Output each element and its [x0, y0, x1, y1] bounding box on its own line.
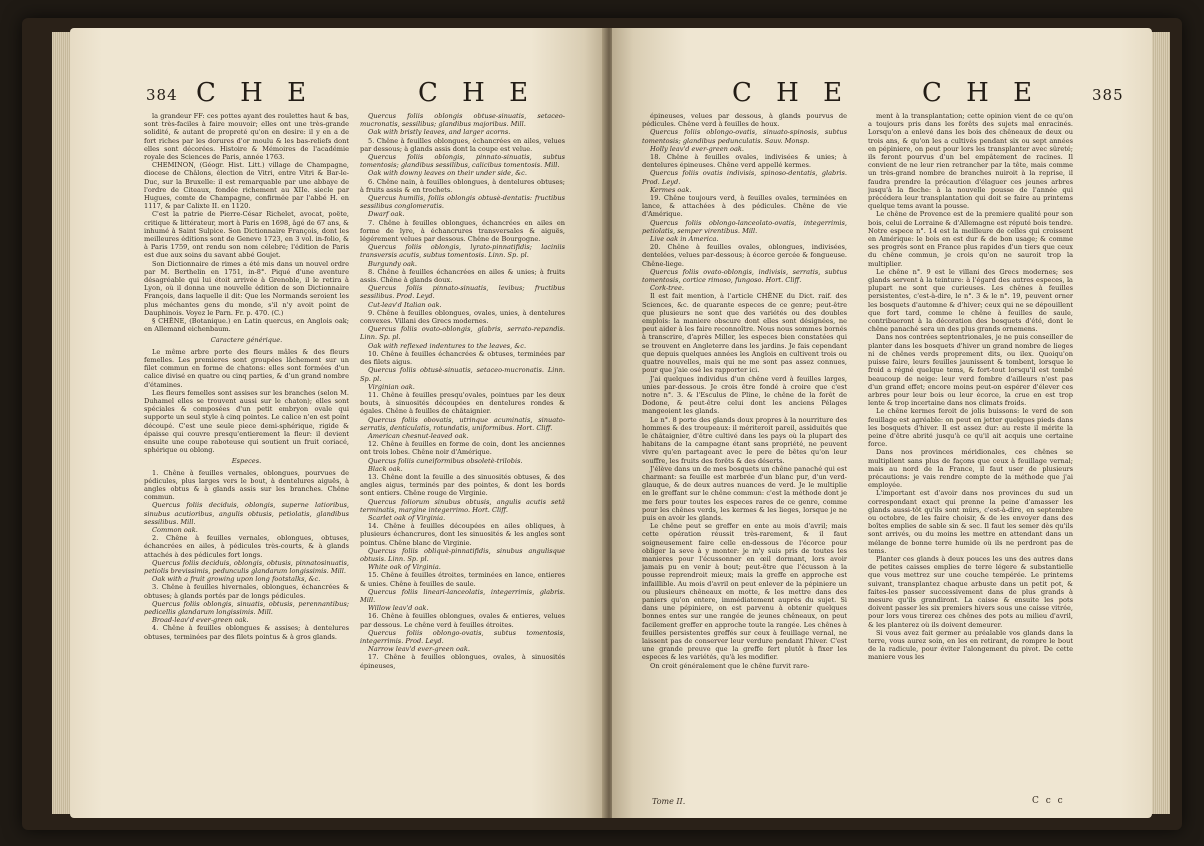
paragraph: Quercus foliis oblongis, sinuatis, obtusis, perennantibus; pedicellis glandarum longissimis. Mill. — [144, 599, 349, 616]
paragraph: Quercus foliis deciduis, oblongis, obtusis, pinnatosinuatis, petiolis brevissimis, pedunculis glandarum longissimis. Mill. — [144, 558, 349, 575]
paragraph: Il est fait mention, à l'article CHÊNE du Dict. raif. des Sciences, &c. de quarante especes de ce genre; peut-être que plusieurs ne sont que des variétés ou des doubles emplois: la maniere obscure dont elles sont désignées, ne peut aider à les faire reconnoître. Nous nous sommes bornés à transcrire, d'après Miller, les especes bien constatées qui se trouvent en Angleterre dans les jardins. Je fais cependant que depuis quelques années les Anglois en cultivent trois ou quatre nouvelles, mais qui ne me sont pas assez connues, pour que j'aie osé les rapporter ici. — [642, 292, 847, 375]
page-edges-left — [52, 32, 70, 814]
paragraph: 11. Chêne à feuilles presqu'ovales, pointues par les deux bouts, à sinuosités découpées en dentelures rondes & égales. Chêne à feuilles de châtaignier. — [360, 390, 565, 416]
paragraph: 20. Chêne à feuilles ovales, oblongues, indivisées, dentelées, velues par-dessous; à écorce gercée & fongueuse. Chêne-liege. — [642, 243, 847, 268]
paragraph: 17. Chêne à feuilles oblongues, ovales, à sinuosités épineuses, — [360, 653, 565, 670]
volume-footer: Tome II. — [652, 797, 686, 806]
left-page-header — [70, 72, 606, 108]
paragraph: Caractere générique. — [210, 336, 283, 345]
right-column-2 — [868, 112, 1073, 802]
paragraph: la grandeur FF: ces pottes ayant des roulettes haut & bas, sont très-faciles à faire mouvoir; elles ont une très-grande solidité, & autant de propreté qu'on en desire: il y en a de fort riches par les dorures d'or moulu & les bas-reliefs dont elles sont décorées. Histoire & Mémoires de l'académie royale des Sciences de Paris, année 1763. — [144, 112, 349, 162]
paragraph: 3. Chêne à feuilles hivernales, oblongues, échancrées & obtuses; à glands portés par de longs pédicules. — [144, 583, 349, 600]
left-column-2 — [360, 112, 565, 802]
paragraph: 16. Chêne à feuilles oblongues, ovales & entieres, velues par dessous. Le chêne verd à feuilles étroites. — [360, 612, 565, 629]
paragraph: Dans nos contrées septentrionales, je ne puis conseiller de planter dans les bosquets d'hiver un grand nombre de lieges ni de chênes verds proprement dits, ou ilex. Quoiqu'on puisse faire, leurs feuilles jaunissent & tombent, lorsque le froid a régné quelque tems, & fort-tout lorsqu'il est tombé beaucoup de neige: leur verd fombre d'ailleurs n'est pas d'un grand effet; encore moins peut-on espérer d'élever ces arbres pour leur bois ou leur écorce, la crue en est trop lente & trop incertaine dans nos climats froids. — [868, 333, 1073, 408]
paragraph: Quercus foliis obliquè-pinnatifidis, sinubus angulisque obtusis. Linn. Sp. pl. — [360, 546, 565, 563]
paragraph: Planter ces glands à deux pouces les uns des autres dans de petites caisses emplies de terre légere & substantielle que vous mettrez sur une couche tempérée. Le printems suivant, transplantez chaque arbuste dans un petit pot, & faites-les passer successivement dans de plus grands à mesure qu'ils grandiront. La caisse & ensuite les pots doivent passer les six premiers hivers sous une caisse vitrée, pour lors vous tirerez ces chênes des pots au milieu d'avril, & les planterez où ils doivent demeurer. — [868, 554, 1073, 629]
paragraph: 6. Chêne nain, à feuilles oblongues, à dentelures obtuses; à fruits assis & en trochets. — [360, 177, 565, 194]
paragraph: Common oak. — [152, 525, 198, 534]
paragraph: Quercus foliorum sinubus obtusis, angulis acutis setâ terminatis, margine integerrimo. Hort. Cliff. — [360, 497, 565, 514]
paragraph: Broad-leav'd ever-green oak. — [152, 616, 249, 625]
paragraph: Quercus foliis ovatis indivisis, spinoso-dentatis, glabris. Prod. Leyd. — [642, 169, 847, 186]
right-page-header — [612, 72, 1152, 108]
left-running-head-1: C H E — [196, 78, 315, 108]
right-page-number: 385 — [1092, 86, 1124, 104]
paragraph: Le chêne kermes feroit de jolis buissons: le verd de son feuillage est agréable: on peut en jetter quelques pieds dans les bosquets d'hiver. Il est assez dur: au reste il mérite la peine d'être abrité jusqu'à ce qu'il ait acquis une certaine force. — [868, 407, 1073, 449]
paragraph: ment à la transplantation; cette opinion vient de ce qu'on a toujours pris dans les forêts des sujets mal enracinés. Lorsqu'on a enlevé dans les bois des chêneaux de deux ou trois ans, & qu'on les a cultivés pendant six ou sept années en pépiniere, on peut pour lors les transplanter avec sûreté; ils feront pourvus d'un bel empâtement de racines. Il convient de ne leur rien retrancher par la tête, mais comme un très-grand nombre de branches nuiroit à la reprise, il faudra prendre la précaution d'élaguer ces jeunes arbres jusqu'à la fleche: à la nouvelle pousse de l'année qui précédera leur transplantation qui doit se faire au printems quelque tems avant la pousse. — [868, 112, 1073, 211]
paragraph: Quercus foliis oblongo-ovatis, sinuato-spinosis, subtus tomentosis; glandibus pedunculatis. Sauv. Monsp. — [642, 128, 847, 145]
paragraph: 15. Chêne à feuilles étroites, terminées en lance, entieres & unies. Chêne à feuilles de saule. — [360, 571, 565, 588]
paragraph: Holly leav'd ever-green oak. — [650, 144, 744, 153]
paragraph: Cork-tree. — [650, 284, 684, 293]
right-running-head-2: C H E — [922, 78, 1041, 108]
paragraph: Kermes oak. — [650, 185, 692, 194]
left-running-head-2: C H E — [418, 78, 537, 108]
right-running-head-1: C H E — [732, 78, 851, 108]
paragraph: Le chêne de Provence est de la premiere qualité pour son bois, celui de Lorraine & d'Allemagne est réputé bois tendre. Notre espece n°. 14 est la meilleure de celles qui croissent en Amérique: le bois en est dur & de bon usage; & comme ses progrès sont en France plus rapides d'un tiers que ceux du chêne commun, je crois qu'on ne sauroit trop la multiplier. — [868, 210, 1073, 268]
paragraph: 19. Chêne toujours verd, à feuilles ovales, terminées en lance, & attachées à des pédicules. Chêne de vie d'Amérique. — [642, 194, 847, 219]
paragraph: 14. Chêne à feuilles découpées en ailes obliques, à plusieurs échancrures, dont les sinuosités & les angles sont pointus. Chêne blanc de Virginie. — [360, 522, 565, 547]
paragraph: Oak with a fruit growing upon long footstalks, &c. — [152, 575, 321, 584]
paragraph: Dans nos provinces méridionales, ces chênes se multiplient sans plus de façons que ceux à feuillage vernal; mais au nord de la France, il faut user de plusieurs précautions: je vais rendre compte de la méthode que j'ai employée. — [868, 448, 1073, 490]
paragraph: J'ai quelques individus d'un chêne verd à feuilles larges, unies par-dessous. Je crois être fondé à croire que c'est notre n°. 3. & l'Esculus de Pline, le chêne de la forêt de Dodone, & peut-être celui dont les anciens Pélages mangeoient les glands. — [642, 374, 847, 416]
paragraph: 12. Chêne à feuilles en forme de coin, dont les anciennes ont trois lobes. Chêne noir d'Amérique. — [360, 440, 565, 457]
paragraph: Oak with reflexed indentures to the leaves, &c. — [368, 341, 527, 350]
paragraph: Quercus humilis, foliis oblongis obtusè-dentatis: fructibus sessilibus conglomeratis. — [360, 194, 565, 211]
right-column-1 — [642, 112, 847, 802]
paragraph: 4. Chêne à feuilles oblongues & assises; à dentelures obtuses, terminées par des filets pointus & à gros glands. — [144, 624, 349, 641]
paragraph: 18. Chêne à feuilles ovales, indivisées & unies; à dentelures épineuses. Chêne verd appellé kermes. — [642, 153, 847, 170]
paragraph: Live oak in America. — [650, 235, 719, 244]
paragraph: Narrow leav'd ever-green oak. — [368, 645, 470, 654]
paragraph: 5. Chêne à feuilles oblongues, échancrées en ailes, velues par dessous; à glands assis dont la coupe est velue. — [360, 136, 565, 153]
paragraph: Burgundy oak. — [368, 259, 417, 268]
paragraph: CHEMINON, (Géogr. Hist. Litt.) village de Champagne, diocese de Châlons, élection de Vitri, entre Vitri & Bar-le-Duc, sur la Bruxelle: il est remarquable par une abbaye de l'ordre de Citeaux, fondée richement au XIIe. siecle par Hugues, comte de Champagne, confirmée par l'abbé H. en 1117, & par Calixte II. en 1120. — [144, 161, 349, 211]
paragraph: Quercus foliis pinnato-sinuatis, levibus; fructibus sessilibus. Prod. Leyd. — [360, 284, 565, 301]
paragraph: Quercus foliis ovato-oblongis, indivisis, serratis, subtus tomentosis, cortice rimoso, fungoso. Hort. Cliff. — [642, 267, 847, 285]
paragraph: 10. Chêne à feuilles échancrées & obtuses, terminées par des filets aigus. — [360, 349, 565, 367]
paragraph: Quercus foliis oblongis, pinnato-sinuatis, subtus tomentosis; glandibus sessilibus, calicibus tomentosis. Mill. — [360, 153, 565, 170]
paragraph: épineuses, velues par dessous, à glands pourvus de pédicules. Chêne verd à feuilles de houx. — [642, 112, 847, 129]
open-book — [22, 18, 1182, 830]
paragraph: Quercus foliis deciduis, oblongis, superne latioribus, sinubus acutioribus, angulis obtusis, petiolatis, glandibus sessilibus. Mill. — [144, 501, 349, 526]
paragraph: Le chêne peut se greffer en ente au mois d'avril; mais cette opération réussit très-rarement, & il faut soigneusement faire celle en-dessous de l'écorce pour obliger la seve à y monter: je m'y suis pris de toutes les manieres pour l'écussonner en œil dormant, lors avoir jamais pu en venir à bout; peut-être que l'écusson à la pousse reprendroit mieux; mais la greffe en approche est infaillible. Au mois d'avril on peut enlever de la pépiniere un ou plusieurs chêneaux en motte, & les mettre dans des paniers qu'on entere, immédiatement auprès du sujet. Si dans une pépiniere, on est parvenu à obtenir quelques bonnes entes sur une rangée de jeunes chêneaux, on peut facilement greffer en approche toute la rangée. Les chênes à feuilles persistentes greffés sur ceux à feuillage vernal, ne laissent pas de conserver leur verdure pendant l'hiver. C'est une grande preuve que la greffe fert plutôt à fixer les especes & les variétés, qu'à les modifier. — [642, 522, 847, 662]
paragraph: Son Dictionnaire de rimes a été mis dans un nouvel ordre par M. Berthelin en 1751, in-8°. Piqué d'une aventure désagréable qui lui étoit arrivée à Grenoble, il le retira à Lyon, où il donna une nouvelle édition de son Dictionnaire François, dans laquelle il dit: Que les Normands seroient les plus méchantes gens du monde, s'il n'y avoit point de Dauphinois. Voyez le Parn. Fr. p. 470. (C.) — [144, 259, 349, 317]
signature-mark: C c c — [1032, 796, 1065, 806]
paragraph: Les fleurs femelles sont assises sur les branches (selon M. Duhamel elles se trouvent aussi sur le chaton); elles sont spéciales & composées d'un petit embryon ovale qui supporte un seul style à cinq pointes. Le calice n'en est point découpé. C'est une seule piece demi-sphérique, rigide & épaisse qui couvre presqu'entierement la fleur: il devient ensuite une coupe raboteuse qui soutient un fruit coriacé, sphérique ou oblong. — [144, 388, 349, 455]
paragraph: 9. Chêne à feuilles oblongues, ovales, unies, à dentelures convexes. Villani des Grecs modernes. — [360, 308, 565, 326]
paragraph: Black oak. — [368, 464, 403, 473]
paragraph: Quercus foliis cuneiformibus obsoletè-trilobis. — [368, 456, 523, 465]
paragraph: Si vous avez fait germer au préalable vos glands dans la terre, vous aurez soin, en les en retirant, de rompre le bout de la radicule, pour éviter l'alongement du pivot. De cette maniere vous les — [868, 628, 1073, 662]
paragraph: Le même arbre porte des fleurs mâles & des fleurs femelles. Les premieres sont groupées lâchement sur un filet commun en forme de chatons: elles sont formées d'un calice divisé en quatre ou cinq parties, & d'un grand nombre d'étamines. — [144, 347, 349, 389]
paragraph: Le n°. 8 porte des glands doux propres à la nourriture des hommes & des troupeaux: il mériteroit pareil, assiduités que le châtaignier, d'être cultivé dans les pays où la plupart des habitans de la campagne étant sans propriété, ne peuvent vivre qu'en partageant avec le pere de bêtes qu'on leur souffre, les fruits des forêts & des déserts. — [642, 415, 847, 465]
left-page-number: 384 — [146, 86, 178, 104]
paragraph: Quercus foliis oblongo-lanceolato-ovatis, integerrimis, petiolatis, semper virentibus. Mill. — [642, 218, 847, 235]
left-column-1 — [144, 112, 349, 802]
paragraph: Quercus foliis oblongo-ovatis, subtus tomentosis, integerrimis. Prod. Leyd. — [360, 628, 565, 645]
paragraph: J'élève dans un de mes bosquets un chêne panaché qui est charmant: sa feuille est marbrée d'un blanc pur, d'un verd-glauque, & de deux autres nuances de verd. Je le multiplie en le greffant sur le chêne commun: c'est la méthode dont je me fers pour toutes les especes rares de ce genre, comme pour les chênes verds, les kermes & les lieges, lorsque je ne puis en avoir les glands. — [642, 464, 847, 522]
paragraph: White oak of Virginia. — [368, 563, 441, 572]
paragraph: Cut-leav'd Italian oak. — [368, 300, 442, 309]
paragraph: Quercus foliis oblongis obtuse-sinuatis, setaceo-mucronatis, sessilibus; glandibus majoribus. Mill. — [360, 112, 565, 129]
paragraph: C'est la patrie de Pierre-César Richelet, avocat, poëte, critique & littérateur, mort à Paris en 1698, âgé de 67 ans, & inhumé à Saint Sulpice. Son Dictionnaire François, dont les meilleures éditions sont de Geneve 1723, en 3 vol. in-folio, & à Paris 1759, ont rendu son nom célebre; l'édition de Paris est due aux soins du savant abbé Goujet. — [144, 210, 349, 260]
paragraph: Quercus foliis obtusè-sinuatis, setaceo-mucronatis. Linn. Sp. pl. — [360, 366, 565, 383]
paragraph: Especes. — [231, 457, 262, 466]
paragraph: L'important est d'avoir dans nos provinces du sud un correspondant exact qui prenne la peine d'amasser les glands aussi-tôt qu'ils sont mûrs, c'est-à-dire, en septembre ou octobre, de les faire choisir, & de les envoyer dans des boîtes emplies de sable sin & sec. Il faut les semer dès qu'ils sont arrivés, ou du moins les mettre en attendant dans un mélange de bonne terre humide où ils ne perdront pas de tems. — [868, 489, 1073, 555]
paragraph: Dwarf oak. — [368, 210, 405, 219]
paragraph: Quercus foliis lineari-lanceolatis, integerrimis, glabris. Mill. — [360, 587, 565, 604]
paragraph: Scarlet oak of Virginia. — [368, 513, 446, 522]
paragraph: Quercus foliis obovatis, utrinque acuminatis, sinuato-serratis, denticulatis, rotundatis, uniformibus. Hort. Cliff. — [360, 415, 565, 432]
paragraph: 8. Chêne à feuilles échancrées en ailes & unies; à fruits assis. Chêne à glands doux. — [360, 267, 565, 285]
paragraph: Le chêne n°. 9 est le villani des Grecs modernes; ses glands servent à la teinture: à l'égard des autres especes, la plupart ne sont que curieuses. Les chênes à feuilles persistentes, c'est-à-dire, le n°. 3 & le n°. 19, peuvent orner les bosquets d'automne & d'hiver; ceux qui ne se dépouillent que fort tard, comme le chêne à feuilles de saule, contribueront à la décoration des bosquets d'été, dont le chêne panaché sera un des plus grands ornemens. — [868, 267, 1073, 334]
paragraph: Quercus foliis ovato-oblongis, glabris, serrato-repandis. Linn. Sp. pl. — [360, 325, 565, 342]
paragraph: Oak with bristly leaves, and larger acorns. — [368, 128, 511, 137]
paragraph: Virginian oak. — [368, 382, 415, 391]
paragraph: Willow leav'd oak. — [368, 604, 429, 613]
paragraph: 2. Chêne à feuilles vernales, oblongues, obtuses, échancrées en ailes, à pédicules très-courts, & à glands attachés à des pédicules fort longs. — [144, 534, 349, 559]
paragraph: 1. Chêne à feuilles vernales, oblongues, pourvues de pédicules, plus larges vers le bout, à dentelures aiguës, à angles obtus & à glands assis sur les branches. Chêne commun. — [144, 468, 349, 502]
paragraph: Quercus foliis oblongis, lyrato-pinnatifidis; laciniis transversis acutis, subtus tomentosis. Linn. Sp. pl. — [360, 243, 565, 260]
right-page — [612, 28, 1152, 818]
page-edges-right — [1152, 32, 1170, 814]
paragraph: Oak with downy leaves on their under side, &c. — [368, 169, 527, 178]
paragraph: § CHÊNE, (Botanique.) en Latin quercus, en Anglois oak; en Allemand eichenbaum. — [144, 317, 349, 334]
paragraph: On croit généralement que le chêne furvit rare- — [650, 661, 810, 670]
left-page — [70, 28, 606, 818]
paragraph: 13. Chêne dont la feuille a des sinuosités obtuses, & des angles aigus, terminés par des pointes, & dont les bords sont entiers. Chêne rouge de Virginie. — [360, 472, 565, 498]
paragraph: American chesnut-leaved oak. — [368, 431, 469, 440]
paragraph: 7. Chêne à feuilles oblongues, échancrées en ailes en forme de lyre, à échancrures transversales & aiguës, légérement velues par dessous. Chêne de Bourgogne. — [360, 218, 565, 244]
